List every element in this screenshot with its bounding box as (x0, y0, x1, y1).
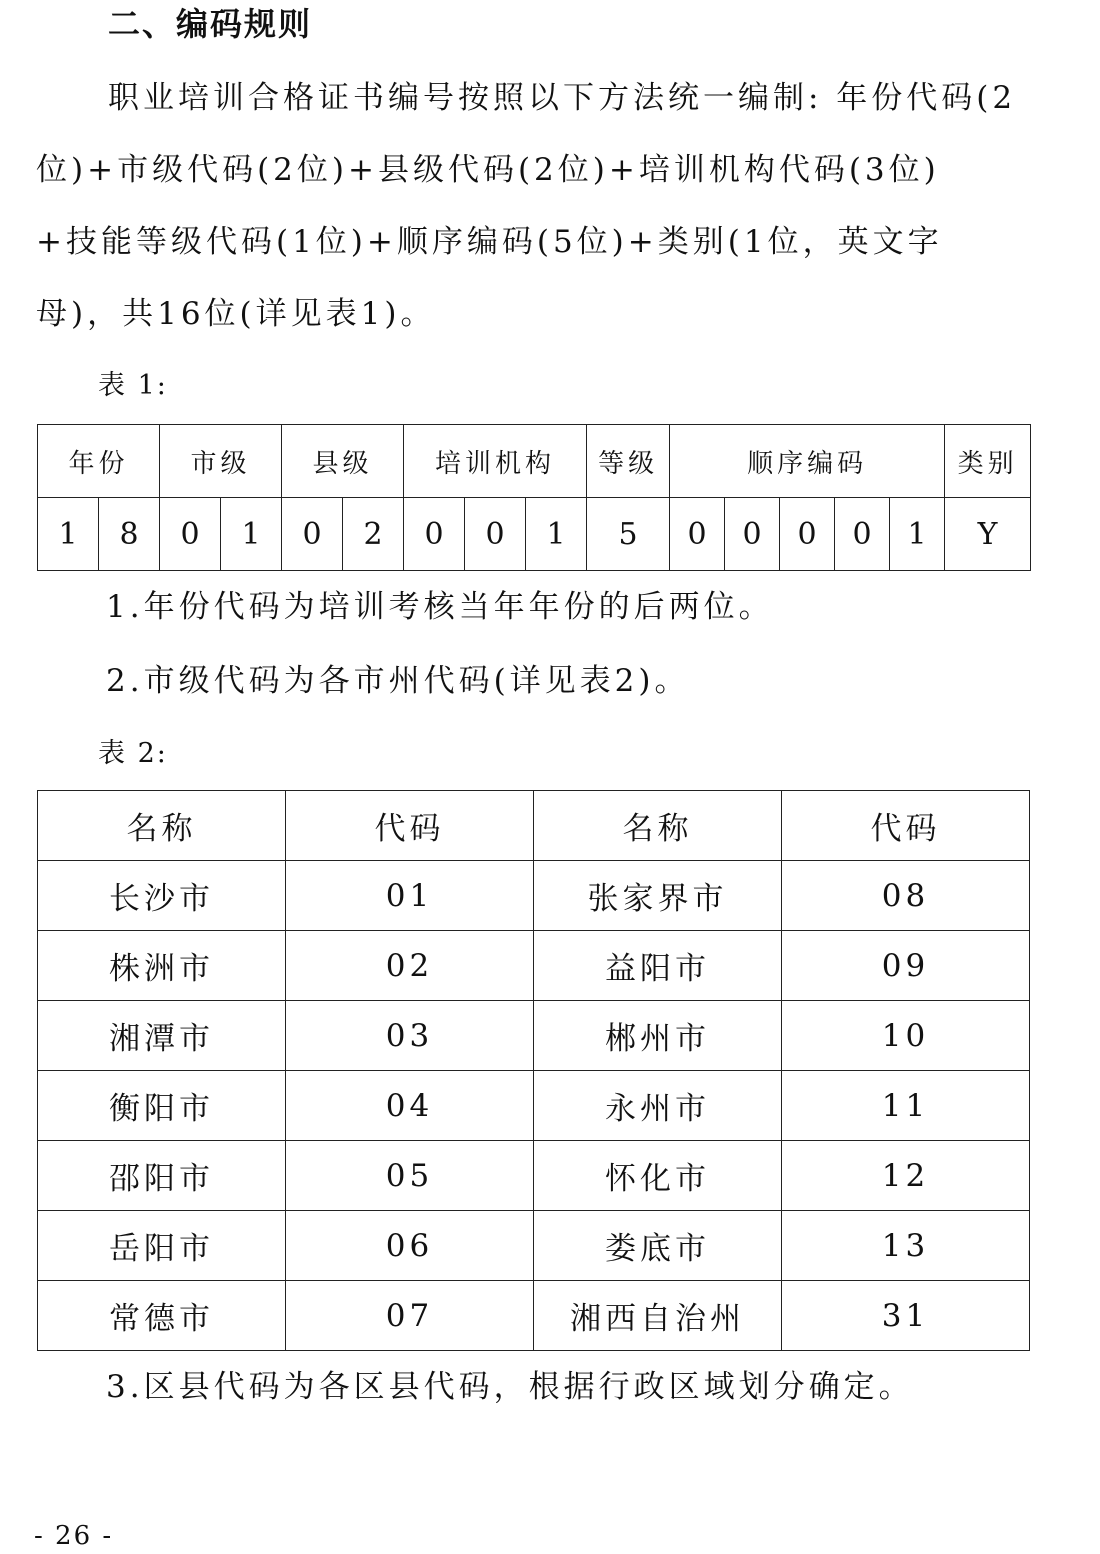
header-category: 类别 (945, 425, 1031, 498)
header-year: 年份 (38, 425, 160, 498)
table1-label: 表 1: (98, 370, 168, 401)
note-3: 3.区县代码为各区县代码，根据行政区域划分确定。 (106, 1369, 914, 1405)
header-institution: 培训机构 (404, 425, 587, 498)
city-name: 邵阳市 (38, 1141, 286, 1211)
table-header-row (38, 791, 1030, 861)
header-code: 代码 (286, 791, 534, 861)
city-code: 01 (286, 861, 534, 931)
code-digit: 1 (890, 498, 945, 571)
city-code: 11 (782, 1071, 1030, 1141)
note-2: 2.市级代码为各市州代码(详见表2)。 (106, 663, 690, 699)
header-county: 县级 (282, 425, 404, 498)
city-code: 31 (782, 1281, 1030, 1351)
table2-label: 表 2: (98, 738, 168, 769)
city-name: 常德市 (38, 1281, 286, 1351)
table-row (38, 1211, 1030, 1281)
code-digit: 5 (587, 498, 670, 571)
note-1: 1.年份代码为培训考核当年年份的后两位。 (106, 589, 774, 625)
code-digit: Y (945, 498, 1031, 571)
intro-line: 母)，共16位(详见表1)。 (36, 296, 436, 332)
code-digit: 0 (725, 498, 780, 571)
city-code: 12 (782, 1141, 1030, 1211)
intro-paragraph (36, 62, 1036, 350)
code-digit: 0 (465, 498, 526, 571)
city-code: 08 (782, 861, 1030, 931)
city-name: 益阳市 (534, 931, 782, 1001)
city-name: 衡阳市 (38, 1071, 286, 1141)
section-title: 二、编码规则 (108, 5, 313, 43)
code-digit: 0 (835, 498, 890, 571)
page-number: - 26 - (34, 1521, 114, 1551)
code-digit: 8 (99, 498, 160, 571)
table-row (38, 931, 1030, 1001)
city-name: 张家界市 (534, 861, 782, 931)
code-digit: 1 (38, 498, 99, 571)
city-code: 03 (286, 1001, 534, 1071)
header-name: 名称 (534, 791, 782, 861)
header-sequence: 顺序编码 (670, 425, 945, 498)
city-name: 娄底市 (534, 1211, 782, 1281)
code-digit: 2 (343, 498, 404, 571)
table-row (38, 1141, 1030, 1211)
code-digit: 0 (282, 498, 343, 571)
city-code: 13 (782, 1211, 1030, 1281)
code-digit: 1 (526, 498, 587, 571)
code-digit: 0 (670, 498, 725, 571)
intro-line: 职业培训合格证书编号按照以下方法统一编制: 年份代码(2 (108, 80, 1017, 116)
city-code: 10 (782, 1001, 1030, 1071)
header-name: 名称 (38, 791, 286, 861)
city-code: 06 (286, 1211, 534, 1281)
table-row (38, 1001, 1030, 1071)
city-name: 郴州市 (534, 1001, 782, 1071)
city-code: 02 (286, 931, 534, 1001)
city-code: 07 (286, 1281, 534, 1351)
city-name: 永州市 (534, 1071, 782, 1141)
city-name: 长沙市 (38, 861, 286, 931)
header-city: 市级 (160, 425, 282, 498)
code-structure-table (37, 424, 1031, 571)
intro-line: 位)+市级代码(2位)+县级代码(2位)+培训机构代码(3位) (36, 152, 940, 188)
city-name: 怀化市 (534, 1141, 782, 1211)
city-name: 岳阳市 (38, 1211, 286, 1281)
city-name: 株洲市 (38, 931, 286, 1001)
table-row (38, 1071, 1030, 1141)
city-code-table (37, 790, 1030, 1351)
header-level: 等级 (587, 425, 670, 498)
table-row (38, 861, 1030, 931)
intro-line: +技能等级代码(1位)+顺序编码(5位)+类别(1位，英文字 (36, 224, 943, 260)
city-code: 05 (286, 1141, 534, 1211)
code-digit: 0 (404, 498, 465, 571)
code-digit: 0 (160, 498, 221, 571)
city-code: 09 (782, 931, 1030, 1001)
city-code: 04 (286, 1071, 534, 1141)
city-name: 湘潭市 (38, 1001, 286, 1071)
table-row (38, 1281, 1030, 1351)
city-name: 湘西自治州 (534, 1281, 782, 1351)
code-digit: 1 (221, 498, 282, 571)
code-digit: 0 (780, 498, 835, 571)
header-code: 代码 (782, 791, 1030, 861)
